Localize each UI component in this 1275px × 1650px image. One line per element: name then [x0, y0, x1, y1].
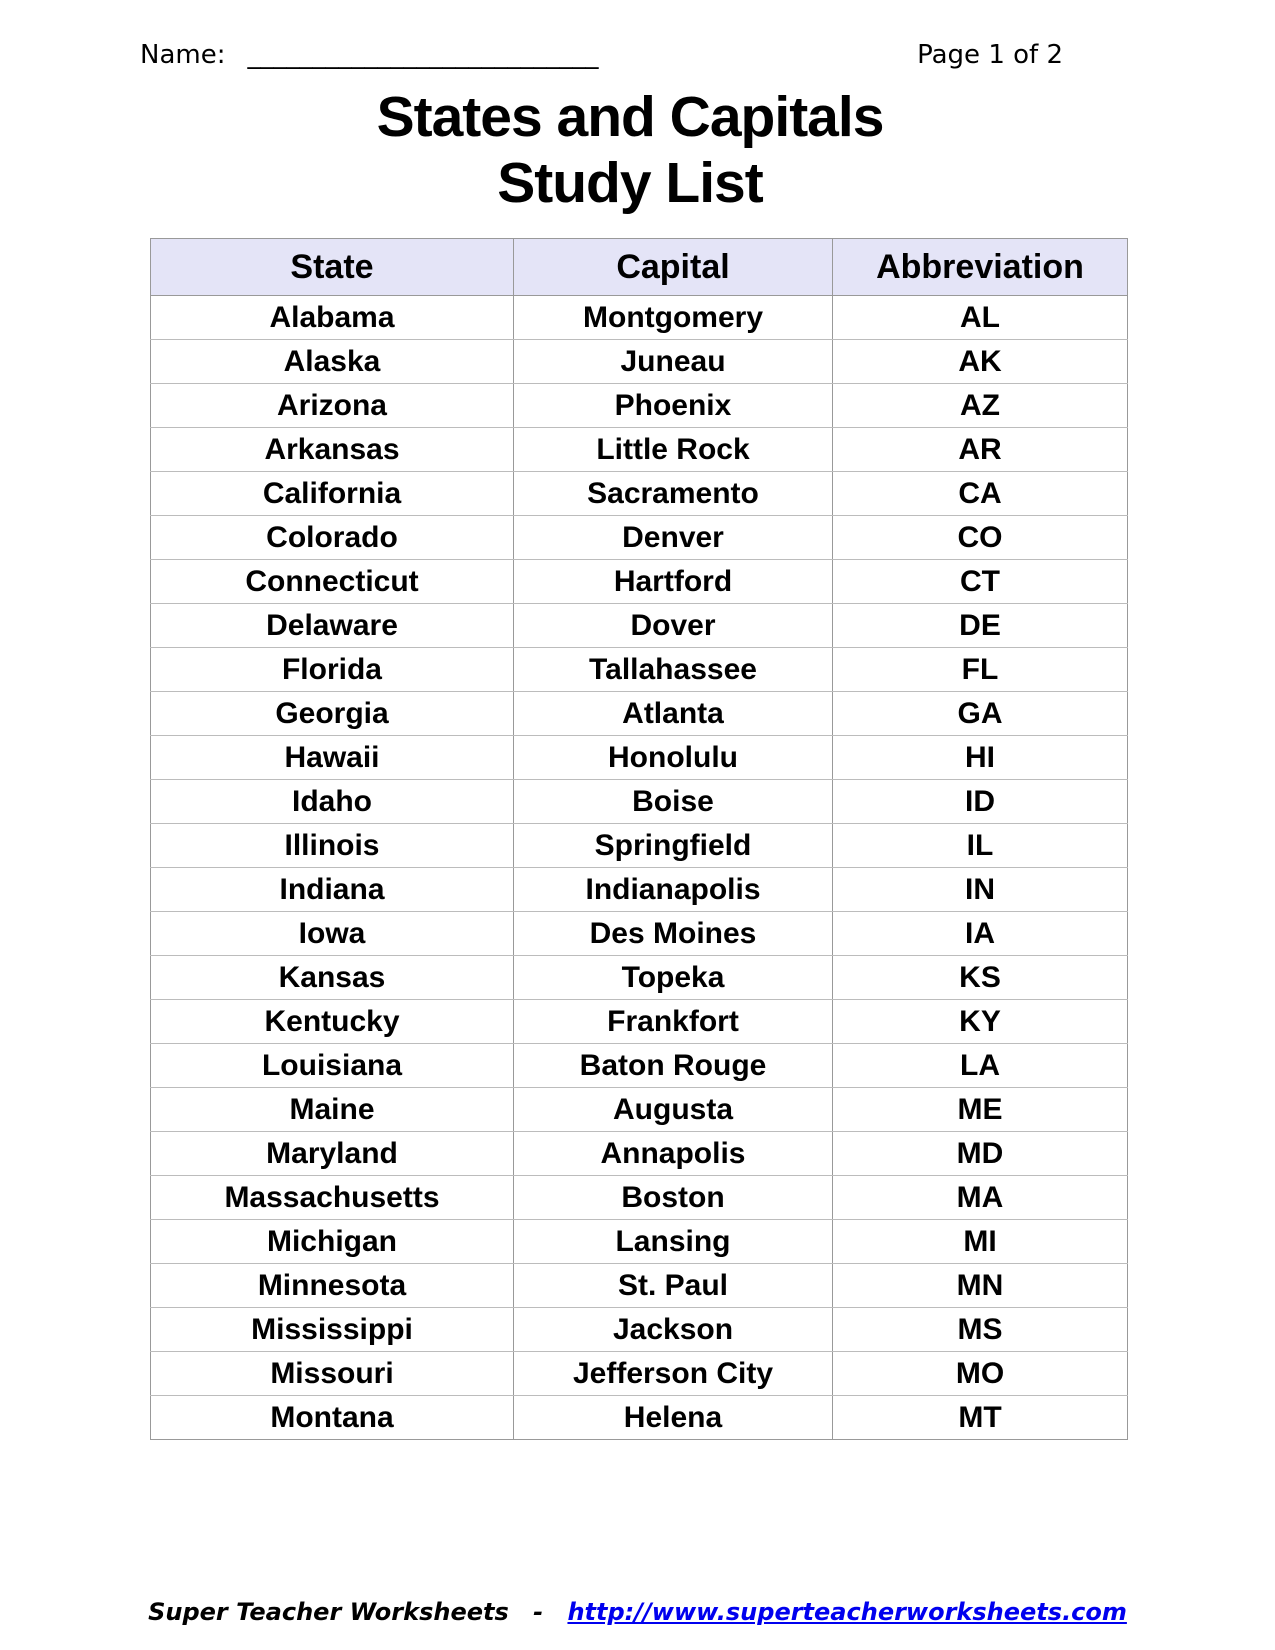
capital-cell: Tallahassee	[514, 648, 833, 692]
abbreviation-cell: HI	[833, 736, 1128, 780]
state-cell: Mississippi	[151, 1308, 514, 1352]
table-row	[151, 648, 1128, 692]
state-cell: California	[151, 472, 514, 516]
table-row	[151, 516, 1128, 560]
abbreviation-cell: MN	[833, 1264, 1128, 1308]
capital-cell: Sacramento	[514, 472, 833, 516]
page-top-row	[140, 40, 1063, 70]
footer-separator: -	[533, 1598, 544, 1626]
capital-cell: Augusta	[514, 1088, 833, 1132]
capital-cell: Des Moines	[514, 912, 833, 956]
column-header-capital: Capital	[514, 239, 833, 296]
abbreviation-cell: IL	[833, 824, 1128, 868]
table-row	[151, 1264, 1128, 1308]
table-row	[151, 1396, 1128, 1440]
table-row	[151, 868, 1128, 912]
capital-cell: Denver	[514, 516, 833, 560]
abbreviation-cell: AL	[833, 296, 1128, 340]
table-row	[151, 560, 1128, 604]
abbreviation-cell: AR	[833, 428, 1128, 472]
state-cell: Louisiana	[151, 1044, 514, 1088]
table-row	[151, 296, 1128, 340]
state-cell: Massachusetts	[151, 1176, 514, 1220]
abbreviation-cell: CT	[833, 560, 1128, 604]
capital-cell: Juneau	[514, 340, 833, 384]
state-cell: Missouri	[151, 1352, 514, 1396]
table-row	[151, 1044, 1128, 1088]
abbreviation-cell: DE	[833, 604, 1128, 648]
capital-cell: Springfield	[514, 824, 833, 868]
abbreviation-cell: CA	[833, 472, 1128, 516]
state-cell: Georgia	[151, 692, 514, 736]
name-blank-line: ___________________________	[247, 40, 599, 70]
abbreviation-cell: IA	[833, 912, 1128, 956]
state-cell: Idaho	[151, 780, 514, 824]
abbreviation-cell: MS	[833, 1308, 1128, 1352]
capital-cell: Jefferson City	[514, 1352, 833, 1396]
capital-cell: Boston	[514, 1176, 833, 1220]
worksheet-title	[0, 84, 1260, 216]
table-row	[151, 956, 1128, 1000]
state-cell: Colorado	[151, 516, 514, 560]
table-row	[151, 1352, 1128, 1396]
state-cell: Alaska	[151, 340, 514, 384]
state-cell: Hawaii	[151, 736, 514, 780]
table-row	[151, 428, 1128, 472]
abbreviation-cell: ID	[833, 780, 1128, 824]
capital-cell: Jackson	[514, 1308, 833, 1352]
capital-cell: Boise	[514, 780, 833, 824]
state-cell: Arkansas	[151, 428, 514, 472]
table-row	[151, 604, 1128, 648]
state-cell: Kansas	[151, 956, 514, 1000]
state-cell: Florida	[151, 648, 514, 692]
table-row	[151, 912, 1128, 956]
state-cell: Kentucky	[151, 1000, 514, 1044]
table-row	[151, 824, 1128, 868]
title-line-2: Study List	[497, 151, 763, 215]
name-label: Name:	[140, 40, 226, 70]
state-cell: Indiana	[151, 868, 514, 912]
abbreviation-cell: MT	[833, 1396, 1128, 1440]
table-row	[151, 384, 1128, 428]
capital-cell: Helena	[514, 1396, 833, 1440]
capital-cell: Dover	[514, 604, 833, 648]
footer-url-link[interactable]: http://www.superteacherworksheets.com	[567, 1598, 1127, 1626]
abbreviation-cell: ME	[833, 1088, 1128, 1132]
abbreviation-cell: LA	[833, 1044, 1128, 1088]
abbreviation-cell: IN	[833, 868, 1128, 912]
state-cell: Maryland	[151, 1132, 514, 1176]
abbreviation-cell: AK	[833, 340, 1128, 384]
footer-site-name: Super Teacher Worksheets	[148, 1598, 509, 1626]
column-header-state: State	[151, 239, 514, 296]
capital-cell: Hartford	[514, 560, 833, 604]
capital-cell: Topeka	[514, 956, 833, 1000]
title-line-1: States and Capitals	[376, 85, 884, 149]
table-row	[151, 340, 1128, 384]
table-row	[151, 692, 1128, 736]
capital-cell: Phoenix	[514, 384, 833, 428]
table-body	[151, 296, 1128, 1440]
abbreviation-cell: MO	[833, 1352, 1128, 1396]
abbreviation-cell: GA	[833, 692, 1128, 736]
table-row	[151, 736, 1128, 780]
table-row	[151, 1132, 1128, 1176]
table-row	[151, 780, 1128, 824]
state-cell: Minnesota	[151, 1264, 514, 1308]
state-cell: Michigan	[151, 1220, 514, 1264]
state-cell: Alabama	[151, 296, 514, 340]
abbreviation-cell: AZ	[833, 384, 1128, 428]
abbreviation-cell: KS	[833, 956, 1128, 1000]
table-row	[151, 1308, 1128, 1352]
state-cell: Arizona	[151, 384, 514, 428]
table-row	[151, 1220, 1128, 1264]
state-cell: Delaware	[151, 604, 514, 648]
column-header-abbreviation: Abbreviation	[833, 239, 1128, 296]
table-header-row	[151, 239, 1128, 296]
abbreviation-cell: MI	[833, 1220, 1128, 1264]
capital-cell: Lansing	[514, 1220, 833, 1264]
state-cell: Iowa	[151, 912, 514, 956]
abbreviation-cell: MA	[833, 1176, 1128, 1220]
state-cell: Montana	[151, 1396, 514, 1440]
capital-cell: Little Rock	[514, 428, 833, 472]
page-indicator: Page 1 of 2	[917, 40, 1063, 70]
state-cell: Connecticut	[151, 560, 514, 604]
table-row	[151, 1088, 1128, 1132]
capital-cell: St. Paul	[514, 1264, 833, 1308]
abbreviation-cell: FL	[833, 648, 1128, 692]
name-line	[140, 40, 598, 70]
state-cell: Illinois	[151, 824, 514, 868]
abbreviation-cell: MD	[833, 1132, 1128, 1176]
table-row	[151, 472, 1128, 516]
table-row	[151, 1176, 1128, 1220]
table-row	[151, 1000, 1128, 1044]
capital-cell: Atlanta	[514, 692, 833, 736]
abbreviation-cell: CO	[833, 516, 1128, 560]
capital-cell: Annapolis	[514, 1132, 833, 1176]
abbreviation-cell: KY	[833, 1000, 1128, 1044]
page-footer	[0, 1598, 1275, 1626]
states-capitals-table	[150, 238, 1128, 1440]
capital-cell: Indianapolis	[514, 868, 833, 912]
capital-cell: Frankfort	[514, 1000, 833, 1044]
capital-cell: Montgomery	[514, 296, 833, 340]
capital-cell: Baton Rouge	[514, 1044, 833, 1088]
capital-cell: Honolulu	[514, 736, 833, 780]
state-cell: Maine	[151, 1088, 514, 1132]
